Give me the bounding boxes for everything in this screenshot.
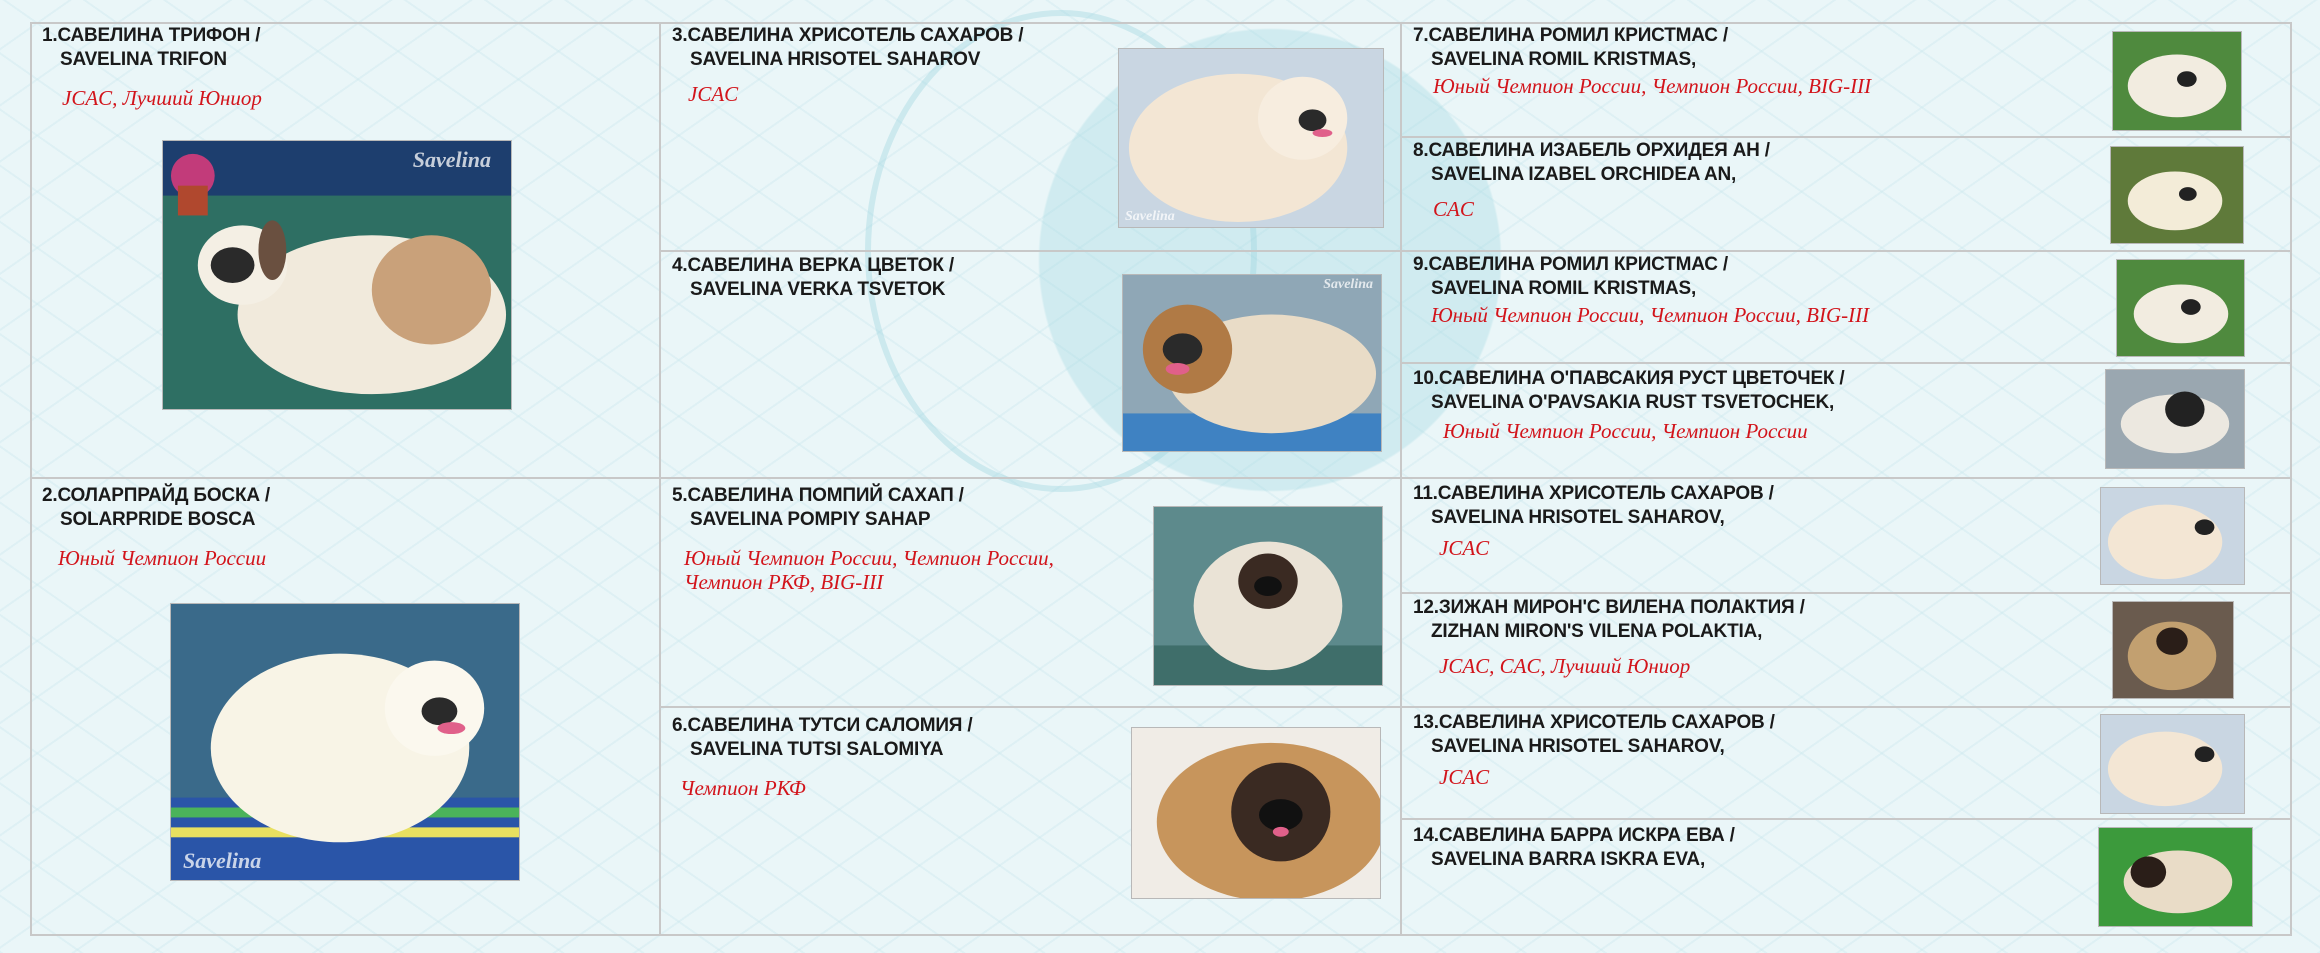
row-divider <box>1400 706 2292 708</box>
entry-name-en: SOLARPRIDE BOSCA <box>60 509 256 530</box>
entry-title <box>1413 24 1871 72</box>
entry-title <box>1413 367 1844 415</box>
entry-title <box>1413 711 1775 759</box>
dog-photo-14 <box>2098 827 2253 927</box>
entry-name-en: SAVELINA ROMIL KRISTMAS, <box>1431 49 1697 70</box>
watermark: Savelina <box>183 848 262 873</box>
row-divider <box>659 250 1400 252</box>
dog-photo-8 <box>2110 146 2244 244</box>
entry-number: 3. <box>672 25 688 46</box>
dog-photo-2 <box>170 603 520 881</box>
entry-number: 1. <box>42 25 58 46</box>
entry-4 <box>672 254 954 302</box>
dog-photo-3 <box>1118 48 1384 228</box>
entry-name-en: SAVELINA HRISOTEL SAHAROV <box>690 49 981 70</box>
entry-title <box>1413 139 1770 187</box>
entry-1 <box>42 24 262 110</box>
entry-number: 6. <box>672 715 688 736</box>
entry-award: CAC <box>1433 197 1474 221</box>
entry-11 <box>1413 482 1774 560</box>
entry-name-en: SAVELINA ROMIL KRISTMAS, <box>1431 278 1697 299</box>
entry-5 <box>672 484 1054 594</box>
entry-name-en: SAVELINA TUTSI SALOMIYA <box>690 739 944 760</box>
dog-photo-7 <box>2112 31 2242 131</box>
entry-number: 10. <box>1413 368 1439 389</box>
entry-title <box>672 254 954 302</box>
entry-title <box>1413 482 1774 530</box>
entry-title <box>672 714 972 762</box>
watermark: Savelina <box>1125 209 1175 224</box>
entry-title <box>672 24 1023 72</box>
entry-award: Юный Чемпион России, Чемпион России <box>1443 419 1808 443</box>
entry-9 <box>1413 253 1869 327</box>
entry-name-en: SAVELINA HRISOTEL SAHAROV, <box>1431 507 1725 528</box>
entry-award: JCAC, CAC, Лучший Юниор <box>1439 654 1691 678</box>
dog-photo-5 <box>1153 506 1383 686</box>
dog-photo-11 <box>2100 487 2245 585</box>
entry-award: Юный Чемпион России, Чемпион России, <box>684 546 1054 570</box>
entry-name-ru: САВЕЛИНА БАРРА ИСКРА ЕВА / <box>1438 825 1735 846</box>
entry-8 <box>1413 139 1770 221</box>
dog-photo-6 <box>1131 727 1381 899</box>
entry-title <box>42 24 262 72</box>
entry-award: JCAC <box>1439 536 1490 560</box>
entry-award: JCAC <box>688 82 739 106</box>
row-divider <box>1400 592 2292 594</box>
row-divider <box>30 477 1400 479</box>
row-divider <box>1400 136 2292 138</box>
watermark: Savelina <box>1323 277 1373 292</box>
entry-award: JCAC <box>1439 765 1490 789</box>
entry-award: Чемпион РКФ, BIG-III <box>684 570 884 594</box>
entry-name-ru: САВЕЛИНА ХРИСОТЕЛЬ САХАРОВ / <box>1438 712 1775 733</box>
entry-number: 4. <box>672 255 688 276</box>
entry-name-ru: САВЕЛИНА ТУТСИ САЛОМИЯ / <box>687 715 973 736</box>
entry-name-ru: САВЕЛИНА РОМИЛ КРИСТМАС / <box>1428 25 1728 46</box>
entry-name-en: SAVELINA BARRA ISKRA EVA, <box>1431 849 1706 870</box>
row-divider <box>1400 250 2292 252</box>
dog-photo-4 <box>1122 274 1382 452</box>
entry-13 <box>1413 711 1775 789</box>
entry-name-en: SAVELINA VERKA TSVETOK <box>690 279 946 300</box>
entry-name-en: ZIZHAN MIRON'S VILENA POLAKTIA, <box>1431 621 1763 642</box>
dog-photo-10 <box>2105 369 2245 469</box>
entry-title <box>1413 596 1805 644</box>
entry-7 <box>1413 24 1871 98</box>
entry-number: 14. <box>1413 825 1439 846</box>
entry-name-en: SAVELINA POMPIY SAHAP <box>690 509 931 530</box>
entry-name-en: SAVELINA IZABEL ORCHIDEA AN, <box>1431 164 1737 185</box>
entry-name-ru: САВЕЛИНА РОМИЛ КРИСТМАС / <box>1428 254 1728 275</box>
entry-name-en: SAVELINA O'PAVSAKIA RUST TSVETOCHEK, <box>1431 392 1835 413</box>
dog-photo-9 <box>2116 259 2245 357</box>
dog-photo-12 <box>2112 601 2234 699</box>
row-divider <box>659 706 1400 708</box>
entry-number: 2. <box>42 485 58 506</box>
entry-name-ru: САВЕЛИНА ХРИСОТЕЛЬ САХАРОВ / <box>687 25 1024 46</box>
entry-award: JCAC, Лучший Юниор <box>62 86 262 110</box>
entry-award: Юный Чемпион России, Чемпион России, BIG-III <box>1431 303 1870 327</box>
watermark: Savelina <box>412 147 491 172</box>
entry-14 <box>1413 824 1735 872</box>
entry-name-ru: САВЕЛИНА ХРИСОТЕЛЬ САХАРОВ / <box>1437 483 1774 504</box>
row-divider <box>1400 818 2292 820</box>
entry-name-ru: САВЕЛИНА ТРИФОН / <box>57 25 261 46</box>
entry-name-ru: САВЕЛИНА ПОМПИЙ САХАП / <box>687 485 964 506</box>
entry-title <box>1413 253 1869 301</box>
entry-name-ru: ЗИЖАН МИРОН'С ВИЛЕНА ПОЛАКТИЯ / <box>1438 597 1805 618</box>
entry-award: Чемпион РКФ <box>680 776 806 800</box>
entry-number: 7. <box>1413 25 1429 46</box>
entry-award: Юный Чемпион России, Чемпион России, BIG-III <box>1433 74 1872 98</box>
entry-number: 8. <box>1413 140 1429 161</box>
column-divider <box>1400 22 1402 936</box>
entry-3 <box>672 24 1023 106</box>
entry-6 <box>672 714 972 800</box>
entry-10 <box>1413 367 1844 443</box>
entry-award: Юный Чемпион России <box>58 546 267 570</box>
entry-number: 5. <box>672 485 688 506</box>
entry-number: 13. <box>1413 712 1439 733</box>
dog-photo-13 <box>2100 714 2245 814</box>
entry-name-ru: САВЕЛИНА ИЗАБЕЛЬ ОРХИДЕЯ АН / <box>1428 140 1770 161</box>
entry-name-en: SAVELINA HRISOTEL SAHAROV, <box>1431 736 1725 757</box>
entry-12 <box>1413 596 1805 678</box>
column-divider <box>659 22 661 936</box>
entry-name-ru: САВЕЛИНА ВЕРКА ЦВЕТОК / <box>687 255 954 276</box>
entry-number: 12. <box>1413 597 1439 618</box>
entry-name-ru: САВЕЛИНА О'ПАВСАКИЯ РУСТ ЦВЕТОЧЕК / <box>1438 368 1845 389</box>
dog-photo-1 <box>162 140 512 410</box>
row-divider <box>1400 362 2292 364</box>
entry-title <box>42 484 270 532</box>
entry-number: 9. <box>1413 254 1429 275</box>
entry-title <box>672 484 1054 532</box>
entry-name-ru: СОЛАРПРАЙД БОСКА / <box>57 485 271 506</box>
entry-number: 11. <box>1413 483 1438 504</box>
row-divider <box>1400 477 2292 479</box>
entry-title <box>1413 824 1735 872</box>
entry-2 <box>42 484 270 570</box>
entry-name-en: SAVELINA TRIFON <box>60 49 227 70</box>
